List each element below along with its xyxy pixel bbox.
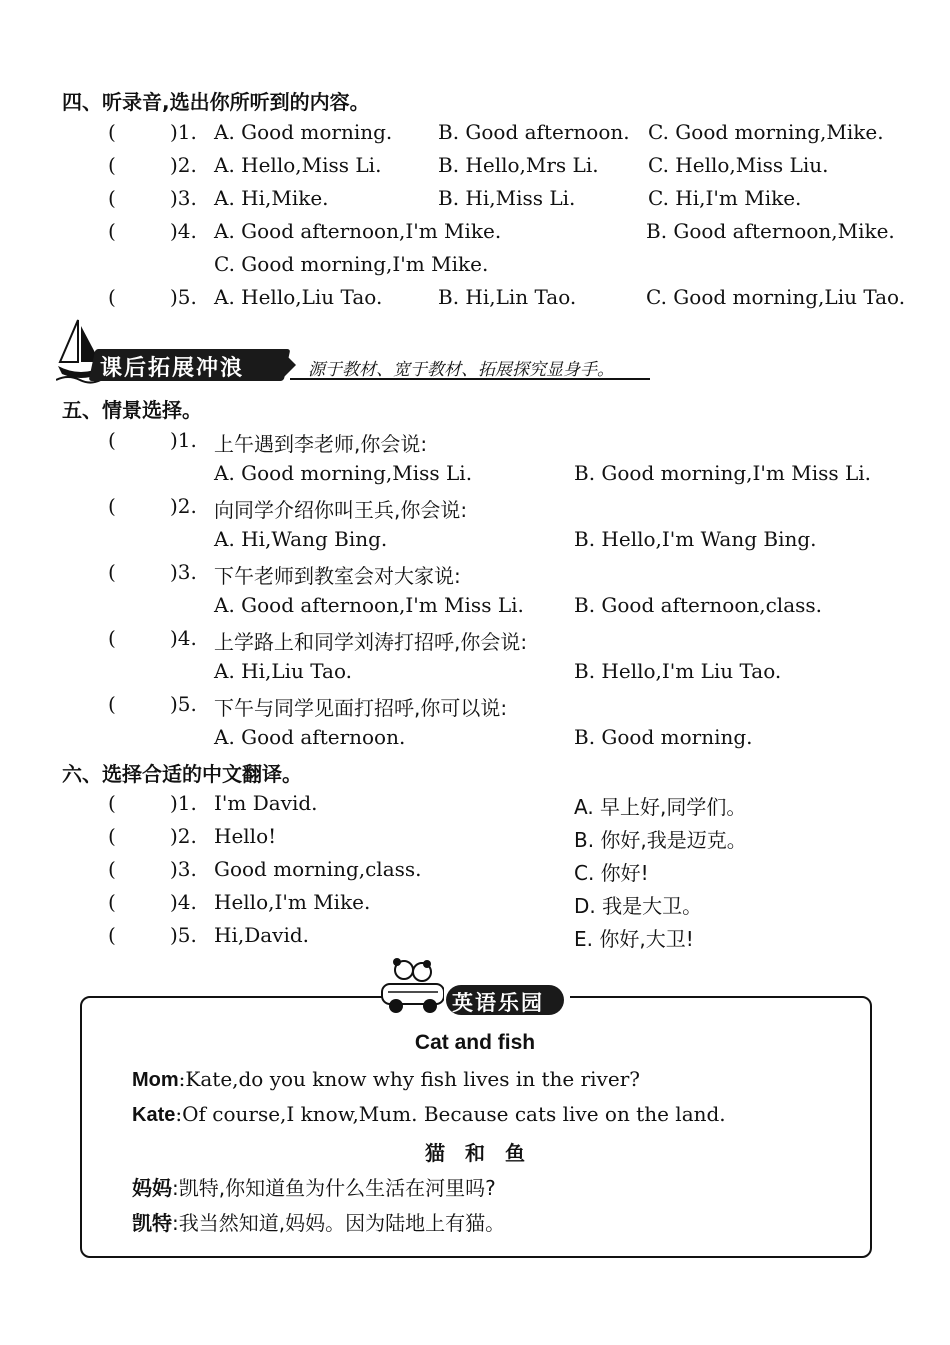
option-a: A. Good afternoon.	[214, 725, 406, 749]
option-b: B. Good afternoon,class.	[574, 593, 822, 617]
dialogue-line-1	[132, 1067, 640, 1092]
question-number: )5.	[170, 692, 197, 716]
answer-paren[interactable]: (	[108, 626, 116, 650]
option-b: B. Hi,Miss Li.	[438, 186, 576, 210]
option-a: A. Good morning,Miss Li.	[214, 461, 473, 485]
section-5-title: 五、情景选择。	[62, 398, 202, 422]
english-sentence: I'm David.	[214, 791, 318, 815]
question-number: )5.	[170, 923, 197, 947]
chinese-option: A. 早上好,同学们。	[574, 795, 747, 819]
option-c: C. Good morning,Liu Tao.	[646, 285, 906, 309]
question-number: )1.	[170, 120, 197, 144]
option-c: C. Good morning,Mike.	[648, 120, 884, 144]
option-a: A. Hi,Mike.	[214, 186, 329, 210]
question-number: )2.	[170, 494, 197, 518]
question-prompt: 向同学介绍你叫王兵,你会说:	[214, 498, 468, 522]
english-sentence: Hello,I'm Mike.	[214, 890, 371, 914]
dialogue-text: :我当然知道,妈妈。因为陆地上有猫。	[172, 1211, 506, 1235]
fun-badge-title: 英语乐园	[452, 991, 544, 1015]
answer-paren[interactable]: (	[108, 153, 116, 177]
story-title-chinese: 猫 和 鱼	[425, 1141, 525, 1165]
option-b: B. Hello,I'm Wang Bing.	[574, 527, 817, 551]
section-6-title: 六、选择合适的中文翻译。	[62, 762, 302, 786]
question-prompt: 下午与同学见面打招呼,你可以说:	[214, 696, 508, 720]
speaker-mom: Mom	[132, 1069, 179, 1091]
option-b: B. Good morning.	[574, 725, 753, 749]
option-b: B. Hi,Lin Tao.	[438, 285, 577, 309]
speaker-kate-cn: 凯特	[132, 1211, 172, 1235]
banner-title: 课后拓展冲浪	[100, 356, 245, 381]
answer-paren[interactable]: (	[108, 824, 116, 848]
dialogue-text: :凯特,你知道鱼为什么生活在河里吗?	[172, 1176, 496, 1200]
dialogue-text: :Kate,do you know why fish lives in the river?	[178, 1067, 640, 1091]
option-a: A. Hi,Wang Bing.	[214, 527, 388, 551]
answer-paren[interactable]: (	[108, 120, 116, 144]
option-a: A. Good afternoon,I'm Miss Li.	[214, 593, 524, 617]
dialogue-text: :Of course,I know,Mum. Because cats live on the land.	[175, 1102, 726, 1126]
question-number: )1.	[170, 428, 197, 452]
dialogue-line-2	[132, 1102, 726, 1127]
question-number: )3.	[170, 857, 197, 881]
question-prompt: 下午老师到教室会对大家说:	[214, 564, 461, 588]
english-sentence: Hello!	[214, 824, 277, 848]
question-number: )4.	[170, 219, 197, 243]
option-b: B. Good afternoon.	[438, 120, 630, 144]
question-number: )5.	[170, 285, 197, 309]
story-title-english: Cat and fish	[414, 1031, 536, 1054]
question-number: )3.	[170, 186, 197, 210]
english-sentence: Hi,David.	[214, 923, 310, 947]
option-c: C. Hello,Miss Liu.	[648, 153, 829, 177]
answer-paren[interactable]: (	[108, 186, 116, 210]
option-c: C. Good morning,I'm Mike.	[214, 252, 489, 276]
question-number: )2.	[170, 824, 197, 848]
option-b: B. Good afternoon,Mike.	[646, 219, 895, 243]
question-number: )2.	[170, 153, 197, 177]
option-c: C. Hi,I'm Mike.	[648, 186, 802, 210]
english-sentence: Good morning,class.	[214, 857, 422, 881]
option-a: A. Hello,Miss Li.	[214, 153, 382, 177]
option-b: B. Hello,Mrs Li.	[438, 153, 599, 177]
speaker-kate: Kate	[132, 1104, 176, 1126]
option-a: A. Good afternoon,I'm Mike.	[214, 219, 502, 243]
question-prompt: 上午遇到李老师,你会说:	[214, 432, 428, 456]
question-number: )4.	[170, 626, 197, 650]
banner-subtitle: 源于教材、宽于教材、拓展探究显身手。	[308, 360, 614, 380]
chinese-option: E. 你好,大卫!	[574, 927, 694, 951]
answer-paren[interactable]: (	[108, 857, 116, 881]
answer-paren[interactable]: (	[108, 890, 116, 914]
question-number: )4.	[170, 890, 197, 914]
option-a: A. Hello,Liu Tao.	[214, 285, 383, 309]
option-b: B. Good morning,I'm Miss Li.	[574, 461, 872, 485]
answer-paren[interactable]: (	[108, 219, 116, 243]
question-number: )1.	[170, 791, 197, 815]
option-b: B. Hello,I'm Liu Tao.	[574, 659, 782, 683]
answer-paren[interactable]: (	[108, 428, 116, 452]
speaker-mother: 妈妈	[132, 1176, 172, 1200]
question-prompt: 上学路上和同学刘涛打招呼,你会说:	[214, 630, 528, 654]
banner-arrow	[282, 351, 296, 379]
question-number: )3.	[170, 560, 197, 584]
cartoon-car-icon	[378, 956, 448, 1018]
answer-paren[interactable]: (	[108, 923, 116, 947]
answer-paren[interactable]: (	[108, 560, 116, 584]
answer-paren[interactable]: (	[108, 692, 116, 716]
dialogue-line-cn-1	[132, 1172, 496, 1201]
answer-paren[interactable]: (	[108, 285, 116, 309]
answer-paren[interactable]: (	[108, 494, 116, 518]
option-a: A. Good morning.	[214, 120, 393, 144]
chinese-option: C. 你好!	[574, 861, 649, 885]
chinese-option: B. 你好,我是迈克。	[574, 828, 747, 852]
answer-paren[interactable]: (	[108, 791, 116, 815]
option-a: A. Hi,Liu Tao.	[214, 659, 353, 683]
chinese-option: D. 我是大卫。	[574, 894, 703, 918]
dialogue-line-cn-2	[132, 1207, 505, 1236]
section-4-title: 四、听录音,选出你所听到的内容。	[62, 90, 370, 114]
